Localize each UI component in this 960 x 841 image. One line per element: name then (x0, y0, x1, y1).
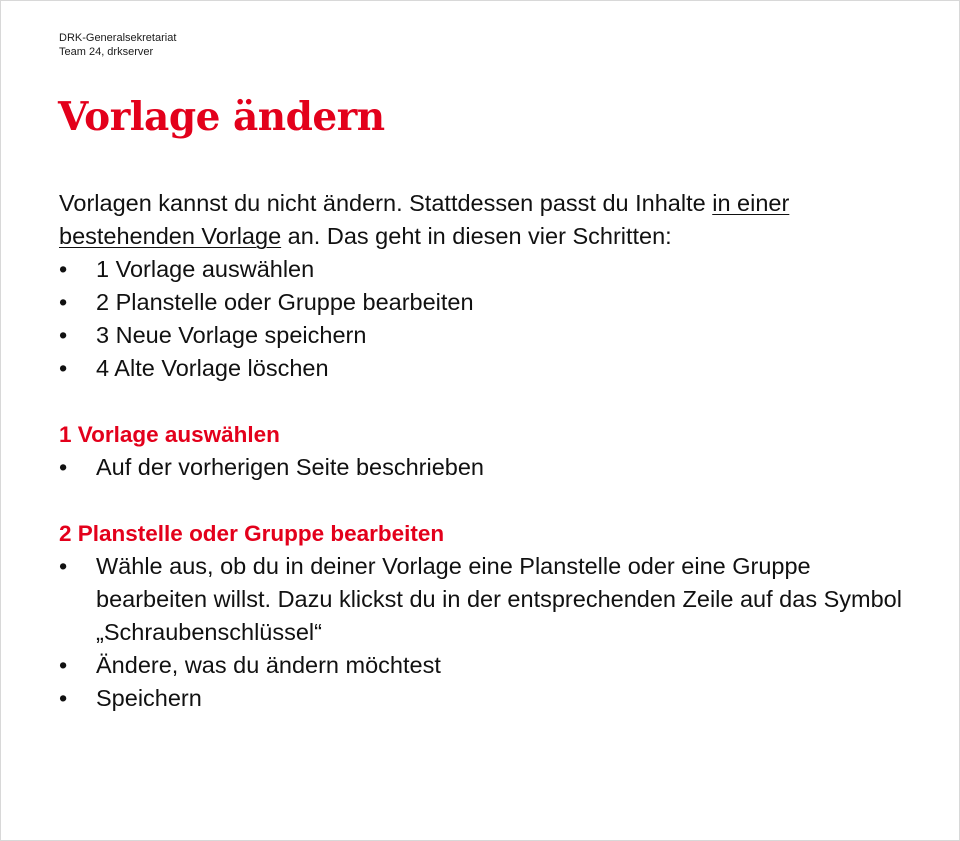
section2-item-text: Speichern (96, 685, 202, 711)
intro-paragraph (59, 187, 919, 253)
section2-item-text: Ändere, was du ändern möchtest (96, 652, 441, 678)
intro-text-after: an. Das geht in diesen vier Schritten: (281, 223, 672, 249)
section1-item-text: Auf der vorherigen Seite beschrieben (96, 454, 484, 480)
page-title: Vorlage ändern (58, 94, 385, 140)
list-item (59, 649, 919, 682)
bullet-icon: • (59, 322, 68, 348)
bullet-icon: • (59, 553, 68, 579)
list-item (59, 352, 919, 385)
list-item (59, 286, 919, 319)
bullet-icon: • (59, 454, 68, 480)
section2-item-text: Wähle aus, ob du in deiner Vorlage eine Planstelle oder eine Gruppe bearbeiten willst. Dazu klickst du in der entsprechenden Zeile auf das Symbol „Schraubenschlüssel“ (96, 553, 902, 645)
list-item (59, 451, 919, 484)
section1-list (59, 451, 919, 484)
step-label: 1 Vorlage auswählen (96, 256, 315, 282)
list-item (59, 319, 919, 352)
spacer (59, 484, 919, 517)
bullet-icon: • (59, 685, 68, 711)
intro-text-before: Vorlagen kannst du nicht ändern. Stattdessen passt du Inhalte (59, 190, 713, 216)
step-label: 4 Alte Vorlage löschen (96, 355, 329, 381)
list-item (59, 550, 919, 649)
step-label: 2 Planstelle oder Gruppe bearbeiten (96, 289, 474, 315)
step-label: 3 Neue Vorlage speichern (96, 322, 367, 348)
bullet-icon: • (59, 256, 68, 282)
list-item (59, 682, 919, 715)
steps-list (59, 253, 919, 385)
bullet-icon: • (59, 289, 68, 315)
list-item (59, 253, 919, 286)
bullet-icon: • (59, 355, 68, 381)
team-name: Team 24, drkserver (59, 46, 154, 58)
organization-header (59, 31, 176, 59)
intro-underlined-link[interactable]: in einer bestehenden Vorlage (59, 190, 790, 249)
main-content (59, 187, 919, 715)
section2-list (59, 550, 919, 715)
section-heading-edit-position: 2 Planstelle oder Gruppe bearbeiten (59, 521, 445, 546)
section-heading-select-template: 1 Vorlage auswählen (59, 422, 280, 447)
organization-name: DRK-Generalsekretariat (59, 32, 177, 44)
bullet-icon: • (59, 652, 68, 678)
spacer (59, 385, 919, 418)
